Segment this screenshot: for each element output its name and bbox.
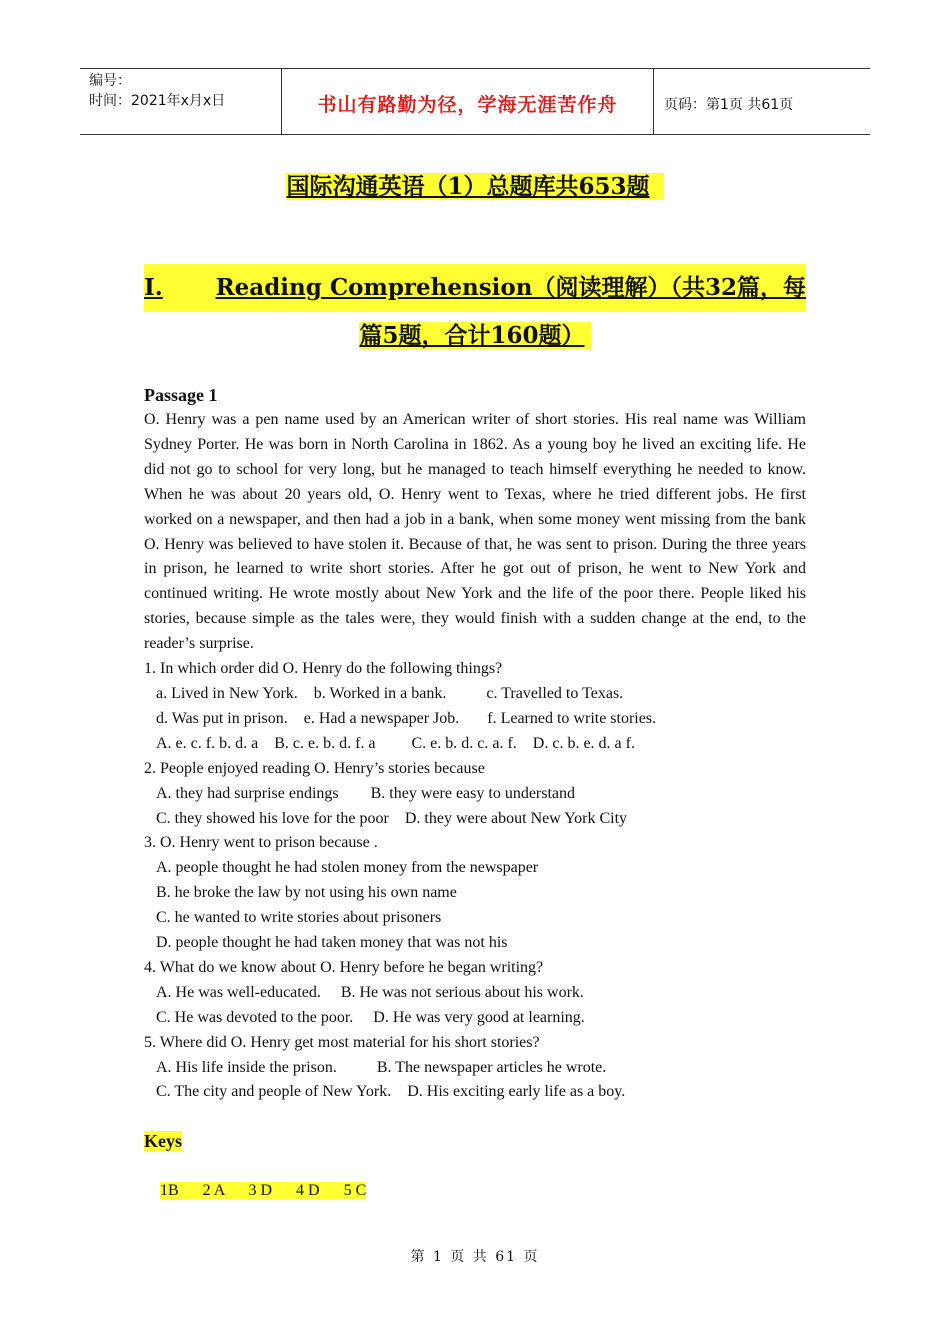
question-stem: 1. In which order did O. Henry do the following things? [144,660,503,678]
passage-text: O. Henry was a pen name used by an American writer of short stories. His real name was William Sydney Porter. He was born in North Carolina in 1862. As a young boy he lived an exciting life. He did not go to school for very long, but he managed to teach himself everything he needed to know. When he was about 20 years old, O. Henry went to Texas, where he tried different jobs. He first worked on a newspaper, and then had a job in a bank, when some money went missing from the bank O. Henry was believed to have stolen it. Because of that, he was sent to prison. During the three years in prison, he learned to write short stories. After he got out of prison, he went to New York and continued writing. He wrote mostly about New York and the life of the poor there. People liked his stories, because simple as the tales were, they would finish with a sudden change at the end, to the reader’s surprise. [144,411,806,653]
document-body [144,383,806,1229]
question-stem: 4. What do we know about O. Henry before he began writing? [144,958,544,976]
question-option: D. people thought he had taken money that was not his [156,934,508,952]
motto: 书山有路勤为径，学海无涯苦作舟 [317,94,618,116]
question-stem: 3. O. Henry went to prison because . [144,834,378,852]
header-motto-cell [281,69,654,134]
question-option: d. Was put in prison. e. Had a newspaper Job. f. Learned to write stories. [156,709,657,727]
header-page-info [654,69,870,134]
question-5 [144,1031,806,1106]
question-option: A. e. c. f. b. d. a B. c. e. b. d. f. a C. e. b. d. c. a. f. D. c. b. e. d. a f. [156,734,635,752]
page-footer: 第 1 页 共 61 页 [410,1249,540,1265]
page-header [80,68,870,135]
question-2 [144,757,806,832]
question-option: C. he wanted to write stories about prisoners [156,909,442,927]
question-3 [144,831,806,956]
question-stem: 5. Where did O. Henry get most material for his short stories? [144,1033,540,1051]
keys-title: Keys [144,1131,182,1152]
question-option: A. His life inside the prison. B. The newspaper articles he wrote. [156,1058,607,1076]
question-option: a. Lived in New York. b. Worked in a bank. c. Travelled to Texas. [156,684,624,702]
question-option: A. He was well-educated. B. He was not serious about his work. [156,983,584,1001]
question-option: A. people thought he had stolen money from the newspaper [156,859,539,877]
page-info: 页码：第1页 共61页 [664,96,794,113]
section-heading-line1 [144,264,806,312]
section-heading-line2: 篇5题，合计160题） [144,312,806,360]
question-option: C. they showed his love for the poor D. they were about New York City [156,809,628,827]
number-label: 编号： [89,73,131,89]
section-numeral: I. [144,274,163,301]
question-stem: 2. People enjoyed reading O. Henry’s stories because [144,759,485,777]
keys-answers: 1B 2 A 3 D 4 D 5 C [160,1182,367,1200]
question-option: B. he broke the law by not using his own name [156,884,457,902]
document-title: 国际沟通英语（1）总题库共653题 [0,168,950,201]
section-heading [144,264,806,360]
question-option: A. they had surprise endings B. they were easy to understand [156,784,576,802]
time-label: 时间：2021年x月x日 [89,93,226,109]
header-meta [80,69,281,134]
question-option: C. The city and people of New York. D. His exciting early life as a boy. [156,1083,626,1101]
question-4 [144,956,806,1031]
question-option: C. He was devoted to the poor. D. He was very good at learning. [156,1008,585,1026]
question-1 [144,657,806,757]
section-title: Reading Comprehension（阅读理解）（共32篇，每 [215,274,806,301]
passage-title: Passage 1 [144,385,218,405]
